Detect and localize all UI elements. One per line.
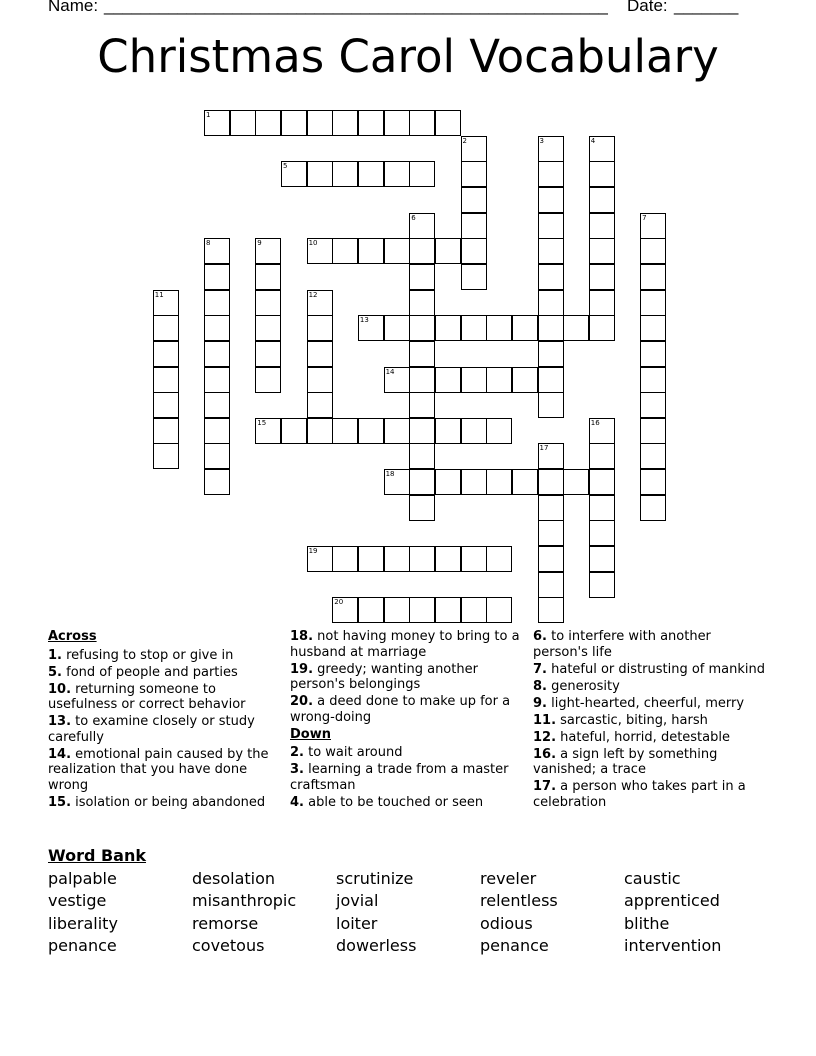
crossword-cell[interactable] [538, 315, 564, 341]
crossword-cell[interactable] [589, 546, 615, 572]
crossword-cell[interactable] [435, 469, 461, 495]
crossword-cell[interactable] [409, 418, 435, 444]
crossword-cell[interactable] [538, 520, 564, 546]
word-bank-word: jovial [336, 891, 379, 910]
crossword-cell[interactable] [204, 443, 230, 469]
crossword-cell[interactable] [255, 290, 281, 316]
crossword-cell[interactable] [435, 546, 461, 572]
clue-down-11: 11. sarcastic, biting, harsh [533, 712, 708, 728]
crossword-cell[interactable] [409, 110, 435, 136]
crossword-cell[interactable] [538, 136, 564, 162]
word-bank-word: penance [480, 936, 549, 955]
crossword-cell[interactable] [332, 597, 358, 623]
crossword-cell[interactable] [230, 110, 256, 136]
clue-across-15: 15. isolation or being abandoned [48, 794, 266, 810]
crossword-cell[interactable] [358, 315, 384, 341]
word-bank-word: desolation [192, 869, 276, 888]
crossword-cell[interactable] [640, 290, 666, 316]
crossword-cell[interactable] [589, 136, 615, 162]
clue-across-19: 19. greedy; wanting another person's belongings [290, 661, 478, 692]
crossword-cell[interactable] [307, 161, 333, 187]
crossword-cell[interactable] [486, 469, 512, 495]
crossword-cell[interactable] [281, 110, 307, 136]
clues-column-1 [48, 629, 280, 812]
crossword-cell[interactable] [153, 367, 179, 393]
crossword-cell[interactable] [538, 392, 564, 418]
crossword-cell[interactable] [538, 443, 564, 469]
crossword-cell[interactable] [589, 520, 615, 546]
clue-number: 11 [154, 290, 164, 299]
crossword-cell[interactable] [307, 315, 333, 341]
crossword-cell[interactable] [486, 315, 512, 341]
crossword-cell[interactable] [332, 110, 358, 136]
crossword-cell[interactable] [409, 341, 435, 367]
crossword-cell[interactable] [409, 213, 435, 239]
crossword-cell[interactable] [409, 392, 435, 418]
crossword-cell[interactable] [486, 546, 512, 572]
clue-down-12: 12. hateful, horrid, detestable [533, 729, 730, 745]
crossword-cell[interactable] [538, 161, 564, 187]
clue-down-16: 16. a sign left by something vanished; a trace [533, 746, 718, 777]
crossword-cell[interactable] [307, 546, 333, 572]
crossword-cell[interactable] [461, 213, 487, 239]
crossword-cell[interactable] [435, 315, 461, 341]
crossword-cell[interactable] [204, 392, 230, 418]
crossword-cell[interactable] [332, 238, 358, 264]
clue-number: 4 [590, 136, 596, 145]
crossword-cell[interactable] [204, 367, 230, 393]
clue-down-4: 4. able to be touched or seen [290, 794, 484, 810]
clue-number: 5 [283, 162, 288, 171]
crossword-cell[interactable] [589, 187, 615, 213]
crossword-cell[interactable] [589, 213, 615, 239]
crossword-cell[interactable] [640, 367, 666, 393]
crossword-cell[interactable] [204, 418, 230, 444]
crossword-cell[interactable] [409, 597, 435, 623]
word-bank-word: reveler [480, 869, 537, 888]
crossword-cell[interactable] [384, 597, 410, 623]
crossword-cell[interactable] [204, 238, 230, 264]
word-bank-word: blithe [624, 914, 670, 933]
crossword-cell[interactable] [307, 110, 333, 136]
crossword-cell[interactable] [538, 213, 564, 239]
across-heading: Across [48, 629, 97, 644]
crossword-cell[interactable] [255, 238, 281, 264]
crossword-cell[interactable] [435, 238, 461, 264]
clue-down-7: 7. hateful or distrusting of mankind [533, 661, 765, 677]
crossword-cell[interactable] [204, 315, 230, 341]
clue-number: 2 [462, 136, 467, 145]
crossword-cell[interactable] [538, 469, 564, 495]
crossword-cell[interactable] [435, 597, 461, 623]
clue-number: 12 [308, 290, 318, 299]
crossword-cell[interactable] [153, 392, 179, 418]
crossword-cell[interactable] [538, 290, 564, 316]
crossword-cell[interactable] [204, 469, 230, 495]
crossword-cell[interactable] [204, 341, 230, 367]
clue-number: 14 [385, 367, 395, 376]
crossword-cell[interactable] [538, 264, 564, 290]
clue-down-9: 9. light-hearted, cheerful, merry [533, 695, 745, 711]
crossword-cell[interactable] [409, 367, 435, 393]
clues-column-3 [533, 629, 765, 812]
clue-across-10: 10. returning someone to usefulness or correct behavior [48, 681, 246, 712]
clue-down-3: 3. learning a trade from a master craftsman [290, 762, 509, 793]
date-line[interactable]: _______ [674, 0, 739, 15]
crossword-cell[interactable] [307, 392, 333, 418]
crossword-cell[interactable] [384, 367, 410, 393]
crossword-cell[interactable] [461, 161, 487, 187]
crossword-cell[interactable] [461, 264, 487, 290]
crossword-cell[interactable] [589, 264, 615, 290]
crossword-cell[interactable] [563, 469, 589, 495]
crossword-cell[interactable] [640, 238, 666, 264]
page-title: Christmas Carol Vocabulary [97, 30, 719, 83]
crossword-cell[interactable] [461, 597, 487, 623]
crossword-cell[interactable] [409, 546, 435, 572]
crossword-cell[interactable] [538, 187, 564, 213]
crossword-cell[interactable] [153, 418, 179, 444]
crossword-cell[interactable] [538, 597, 564, 623]
crossword-cell[interactable] [461, 136, 487, 162]
crossword-cell[interactable] [409, 264, 435, 290]
crossword-cell[interactable] [589, 495, 615, 521]
clue-across-13: 13. to examine closely or study carefully [48, 714, 255, 745]
crossword-cell[interactable] [435, 418, 461, 444]
crossword-cell[interactable] [563, 315, 589, 341]
clue-number: 3 [539, 136, 544, 145]
crossword-cell[interactable] [486, 367, 512, 393]
crossword-cell[interactable] [358, 238, 384, 264]
word-bank-word: intervention [624, 936, 722, 955]
clue-down-6: 6. to interfere with another person's life [533, 629, 711, 660]
crossword-cell[interactable] [358, 546, 384, 572]
crossword-cell[interactable] [384, 315, 410, 341]
crossword-cell[interactable] [332, 161, 358, 187]
crossword-cell[interactable] [307, 290, 333, 316]
word-bank-word: relentless [480, 891, 558, 910]
crossword-cell[interactable] [384, 238, 410, 264]
crossword-cell[interactable] [589, 418, 615, 444]
word-bank-word: liberality [48, 914, 118, 933]
crossword-cell[interactable] [204, 264, 230, 290]
crossword-cell[interactable] [589, 469, 615, 495]
word-bank-word: misanthropic [192, 891, 297, 910]
crossword-cell[interactable] [358, 161, 384, 187]
clue-number: 9 [257, 239, 262, 248]
crossword-cell[interactable] [640, 392, 666, 418]
word-bank-word: vestige [48, 891, 107, 910]
crossword-cell[interactable] [640, 495, 666, 521]
crossword-cell[interactable] [409, 238, 435, 264]
crossword-cell[interactable] [538, 341, 564, 367]
crossword-cell[interactable] [589, 161, 615, 187]
crossword-cell[interactable] [358, 418, 384, 444]
crossword-cell[interactable] [461, 367, 487, 393]
word-bank-word: caustic [624, 869, 681, 888]
crossword-cell[interactable] [409, 469, 435, 495]
crossword-cell[interactable] [384, 110, 410, 136]
word-bank-word: palpable [48, 869, 117, 888]
word-bank-title: Word Bank [48, 846, 147, 865]
crossword-cell[interactable] [461, 238, 487, 264]
crossword-cell[interactable] [255, 341, 281, 367]
clues-column-2 [290, 629, 522, 812]
crossword-cell[interactable] [640, 469, 666, 495]
clue-number: 17 [539, 444, 549, 453]
crossword-cell[interactable] [153, 315, 179, 341]
clue-across-18: 18. not having money to bring to a husband at marriage [290, 629, 520, 660]
crossword-cell[interactable] [358, 110, 384, 136]
crossword-cell[interactable] [332, 546, 358, 572]
crossword-cell[interactable] [512, 469, 538, 495]
word-bank-word: dowerless [336, 936, 417, 955]
crossword-cell[interactable] [332, 418, 358, 444]
crossword-cell[interactable] [461, 546, 487, 572]
crossword-cell[interactable] [461, 418, 487, 444]
crossword-cell[interactable] [538, 495, 564, 521]
crossword-cell[interactable] [409, 443, 435, 469]
crossword-cell[interactable] [461, 187, 487, 213]
crossword-cell[interactable] [589, 443, 615, 469]
clue-number: 7 [642, 213, 647, 222]
word-bank-word: remorse [192, 914, 259, 933]
crossword-cell[interactable] [384, 469, 410, 495]
name-line[interactable]: _______________________________________________________ [104, 0, 608, 15]
crossword-cell[interactable] [358, 597, 384, 623]
crossword-cell[interactable] [307, 367, 333, 393]
clue-number: 16 [590, 418, 600, 427]
word-bank-word: covetous [192, 936, 265, 955]
clue-number: 6 [411, 213, 416, 222]
down-heading: Down [290, 726, 331, 742]
crossword-cell[interactable] [435, 110, 461, 136]
crossword-cell[interactable] [409, 315, 435, 341]
crossword-cell[interactable] [384, 546, 410, 572]
clue-number: 1 [206, 111, 211, 119]
word-bank-word: odious [480, 914, 533, 933]
crossword-cell[interactable] [640, 315, 666, 341]
crossword-cell[interactable] [281, 161, 307, 187]
clue-number: 10 [308, 239, 318, 248]
clue-number: 15 [257, 418, 267, 427]
crossword-cell[interactable] [307, 341, 333, 367]
word-bank-word: penance [48, 936, 117, 955]
crossword-cell[interactable] [640, 418, 666, 444]
crossword-cell[interactable] [538, 238, 564, 264]
crossword-cell[interactable] [640, 443, 666, 469]
clue-across-14: 14. emotional pain caused by the realization that you have done wrong [48, 746, 269, 793]
crossword-cell[interactable] [255, 264, 281, 290]
crossword-cell[interactable] [589, 290, 615, 316]
name-label: Name: [48, 0, 99, 15]
clue-down-2: 2. to wait around [290, 745, 403, 760]
crossword-cell[interactable] [307, 418, 333, 444]
crossword-cell[interactable] [589, 315, 615, 341]
word-bank-word: scrutinize [336, 869, 414, 888]
crossword-cell[interactable] [409, 495, 435, 521]
word-bank-word: apprenticed [624, 891, 720, 910]
clue-number: 18 [385, 470, 395, 479]
clue-across-1: 1. refusing to stop or give in [48, 647, 234, 663]
clue-number: 8 [206, 239, 211, 248]
crossword-cell[interactable] [255, 110, 281, 136]
crossword-cell[interactable] [255, 418, 281, 444]
crossword-cell[interactable] [255, 367, 281, 393]
word-bank-word: loiter [336, 914, 378, 933]
crossword-cell[interactable] [589, 238, 615, 264]
clue-number: 13 [359, 316, 369, 325]
crossword-cell[interactable] [409, 290, 435, 316]
crossword-cell[interactable] [512, 367, 538, 393]
clue-down-17: 17. a person who takes part in a celebration [533, 779, 746, 810]
crossword-cell[interactable] [461, 315, 487, 341]
crossword-cell[interactable] [640, 341, 666, 367]
clue-number: 19 [308, 547, 318, 555]
date-label: Date: [627, 0, 668, 15]
crossword-cell[interactable] [538, 546, 564, 572]
crossword-cell[interactable] [409, 161, 435, 187]
crossword-cell[interactable] [589, 572, 615, 598]
crossword-cell[interactable] [486, 418, 512, 444]
crossword-cell[interactable] [640, 264, 666, 290]
crossword-cell[interactable] [538, 367, 564, 393]
crossword-cell[interactable] [307, 238, 333, 264]
clue-across-5: 5. fond of people and parties [48, 664, 238, 680]
crossword-cell[interactable] [538, 572, 564, 598]
crossword-cell[interactable] [153, 290, 179, 316]
crossword-cell[interactable] [512, 315, 538, 341]
crossword-cell[interactable] [255, 315, 281, 341]
crossword-cell[interactable] [640, 213, 666, 239]
crossword-cell[interactable] [204, 290, 230, 316]
crossword-cell[interactable] [461, 469, 487, 495]
clue-number: 20 [334, 598, 344, 607]
crossword-cell[interactable] [153, 341, 179, 367]
clue-down-8: 8. generosity [533, 678, 620, 694]
crossword-cell[interactable] [204, 110, 230, 136]
clue-across-20: 20. a deed done to make up for a wrong-doing [290, 694, 511, 725]
crossword-cell[interactable] [435, 367, 461, 393]
crossword-cell[interactable] [384, 418, 410, 444]
crossword-cell[interactable] [486, 597, 512, 623]
crossword-cell[interactable] [384, 161, 410, 187]
crossword-cell[interactable] [281, 418, 307, 444]
crossword-cell[interactable] [153, 443, 179, 469]
